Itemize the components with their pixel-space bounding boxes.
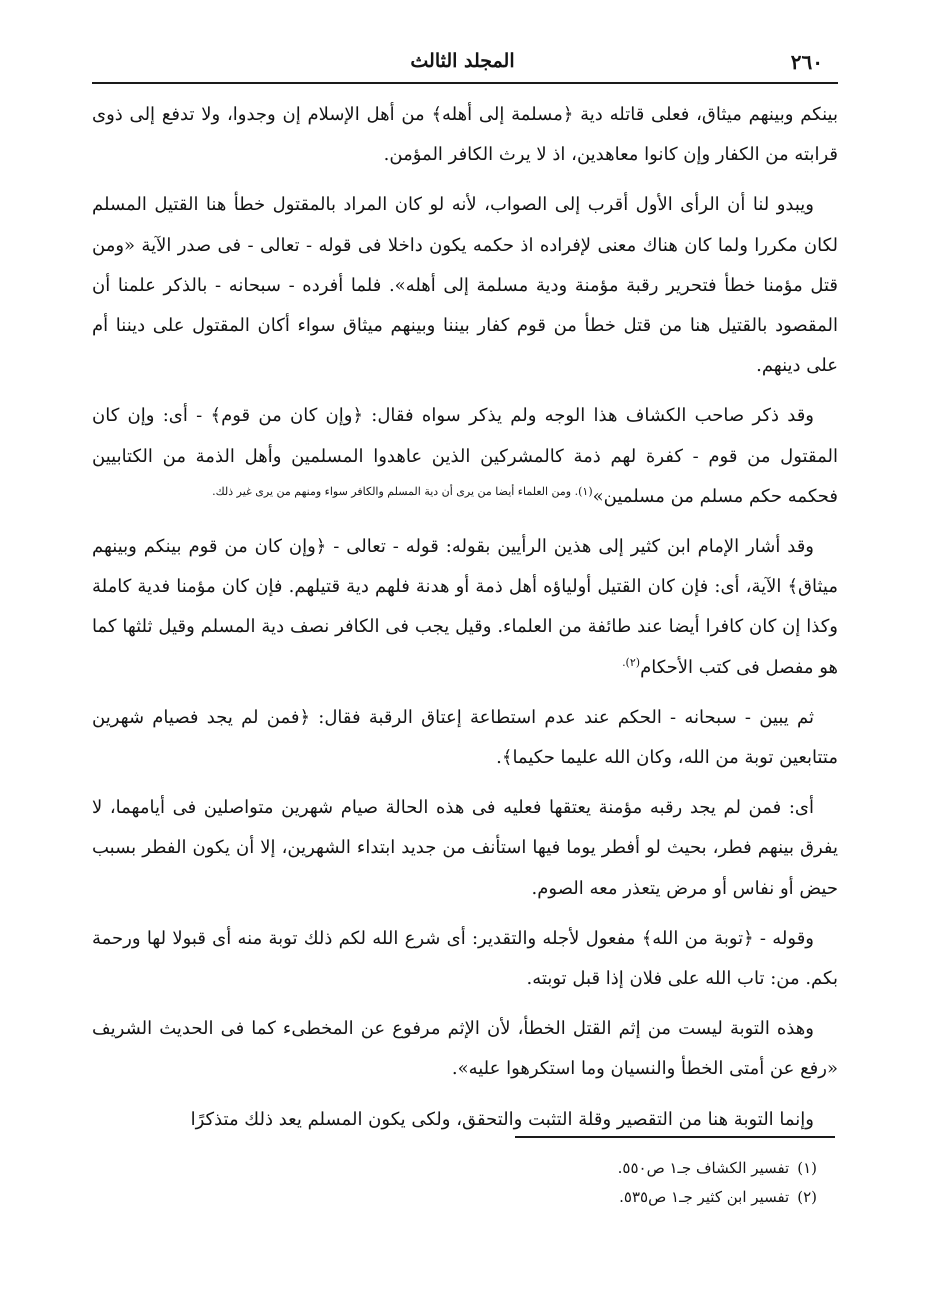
footnote-text: تفسير ابن كثير جـ١ ص٥٣٥. bbox=[619, 1188, 790, 1206]
paragraph: أى: فمن لم يجد رقبه مؤمنة يعتقها فعليه فى هذه الحالة صيام شهرين متواصلين فى أيامهما، لا يفرق بينهم فطر، بحيث لو أفطر يوما فيها استأنف من جديد ابتداء الشهرين، إلا أن يكون الفطر بسبب حيض أو نفاس أو مرض يتعذر معه الصوم. bbox=[92, 797, 838, 899]
footnote-number: (١) bbox=[797, 1159, 817, 1177]
footnote-item bbox=[317, 1154, 817, 1183]
paragraph-text: وقد أشار الإمام ابن كثير إلى هذين الرأيين بقوله: قوله - تعالى - ﴿وإن كان من قوم بينكم وبينهم ميثاق﴾ الآية، أى: فإن كان القتيل أولياؤه أهل ذمة أو هدنة فلهم دية قتيلهم. فإن كان مؤمنا فدية كاملة وكذا إن كان كافرا أيضا عند طائفة من العلماء. وقيل يجب فى الكافر نصف دية المسلم وقيل ثلثها كما هو مفصل فى كتب الأحكام bbox=[92, 536, 838, 678]
page-number: ٢٦٠ bbox=[790, 50, 823, 74]
body-text bbox=[92, 95, 838, 1150]
paragraph: وهذه التوبة ليست من إثم القتل الخطأ، لأن الإثم مرفوع عن المخطىء كما فى الحديث الشريف «رفع عن أمتى الخطأ والنسيان وما استكرهوا عليه». bbox=[92, 1018, 838, 1080]
footnote-item bbox=[317, 1183, 817, 1212]
footnote-text: تفسير الكشاف جـ١ ص٥٥٠. bbox=[617, 1159, 790, 1177]
paragraph: ثم يبين - سبحانه - الحكم عند عدم استطاعة إعتاق الرقبة فقال: ﴿فمن لم يجد فصيام شهرين متتابعين توبة من الله، وكان الله عليما حكيما﴾. bbox=[92, 706, 838, 769]
footnote-ref-2: (٢). bbox=[622, 655, 641, 669]
footnotes bbox=[317, 1154, 817, 1212]
paragraph: وإنما التوبة هنا من التقصير وقلة التثبت والتحقق، ولكى يكون المسلم يعد ذلك متذكرًا bbox=[190, 1108, 814, 1130]
footnote-divider bbox=[515, 1136, 835, 1138]
header-divider bbox=[92, 82, 838, 84]
footnote-number: (٢) bbox=[797, 1188, 817, 1206]
paragraph bbox=[92, 527, 838, 688]
footnote-ref-1: (١). ومن العلماء أيضا من يرى أن دية المسلم والكافر سواء ومنهم من يرى غير ذلك. bbox=[212, 484, 593, 498]
paragraph-text: وقد ذكر صاحب الكشاف هذا الوجه ولم يذكر سواه فقال: ﴿وإن كان من قوم﴾ - أى: وإن كان المقتول من قوم - كفرة لهم ذمة كالمشركين الذين عاهدوا المسلمين وأهل الذمة من الكتابيين فحكمه حكم مسلم من مسلمين» bbox=[92, 405, 838, 507]
paragraph: بينكم وبينهم ميثاق، فعلى قاتله دية ﴿مسلمة إلى أهله﴾ من أهل الإسلام إن وجدوا، ولا تدفع إلى ذوى قرابته من الكفار وإن كانوا معاهدين، اذ لا يرث الكافر المؤمن. bbox=[92, 104, 838, 166]
paragraph: ويبدو لنا أن الرأى الأول أقرب إلى الصواب، لأنه لو كان المراد بالمقتول خطأ هنا القتيل المسلم لكان مكررا ولما كان هناك معنى لإفراده اذ حكمه يكون داخلا فى قوله - تعالى - فى صدر الآية «ومن قتل مؤمنا خطأ فتحرير رقبة مؤمنة ودية مسلمة إلى أهله». فلما أفرده - سبحانه - بالذكر علمنا أن المقصود بالقتيل هنا من قتل خطأ من قوم كفار بيننا وبينهم ميثاق سواء أكان المقتول على ديننا أم على دينهم. bbox=[92, 194, 838, 377]
paragraph bbox=[92, 396, 838, 517]
paragraph: وقوله - ﴿توبة من الله﴾ مفعول لأجله والتقدير: أى شرع الله لكم ذلك توبة منه أى قبولا لها ورحمة بكم. من: تاب الله على فلان إذا قبل توبته. bbox=[92, 927, 838, 990]
page-header bbox=[90, 40, 835, 76]
running-title: المجلد الثالث bbox=[410, 50, 515, 72]
